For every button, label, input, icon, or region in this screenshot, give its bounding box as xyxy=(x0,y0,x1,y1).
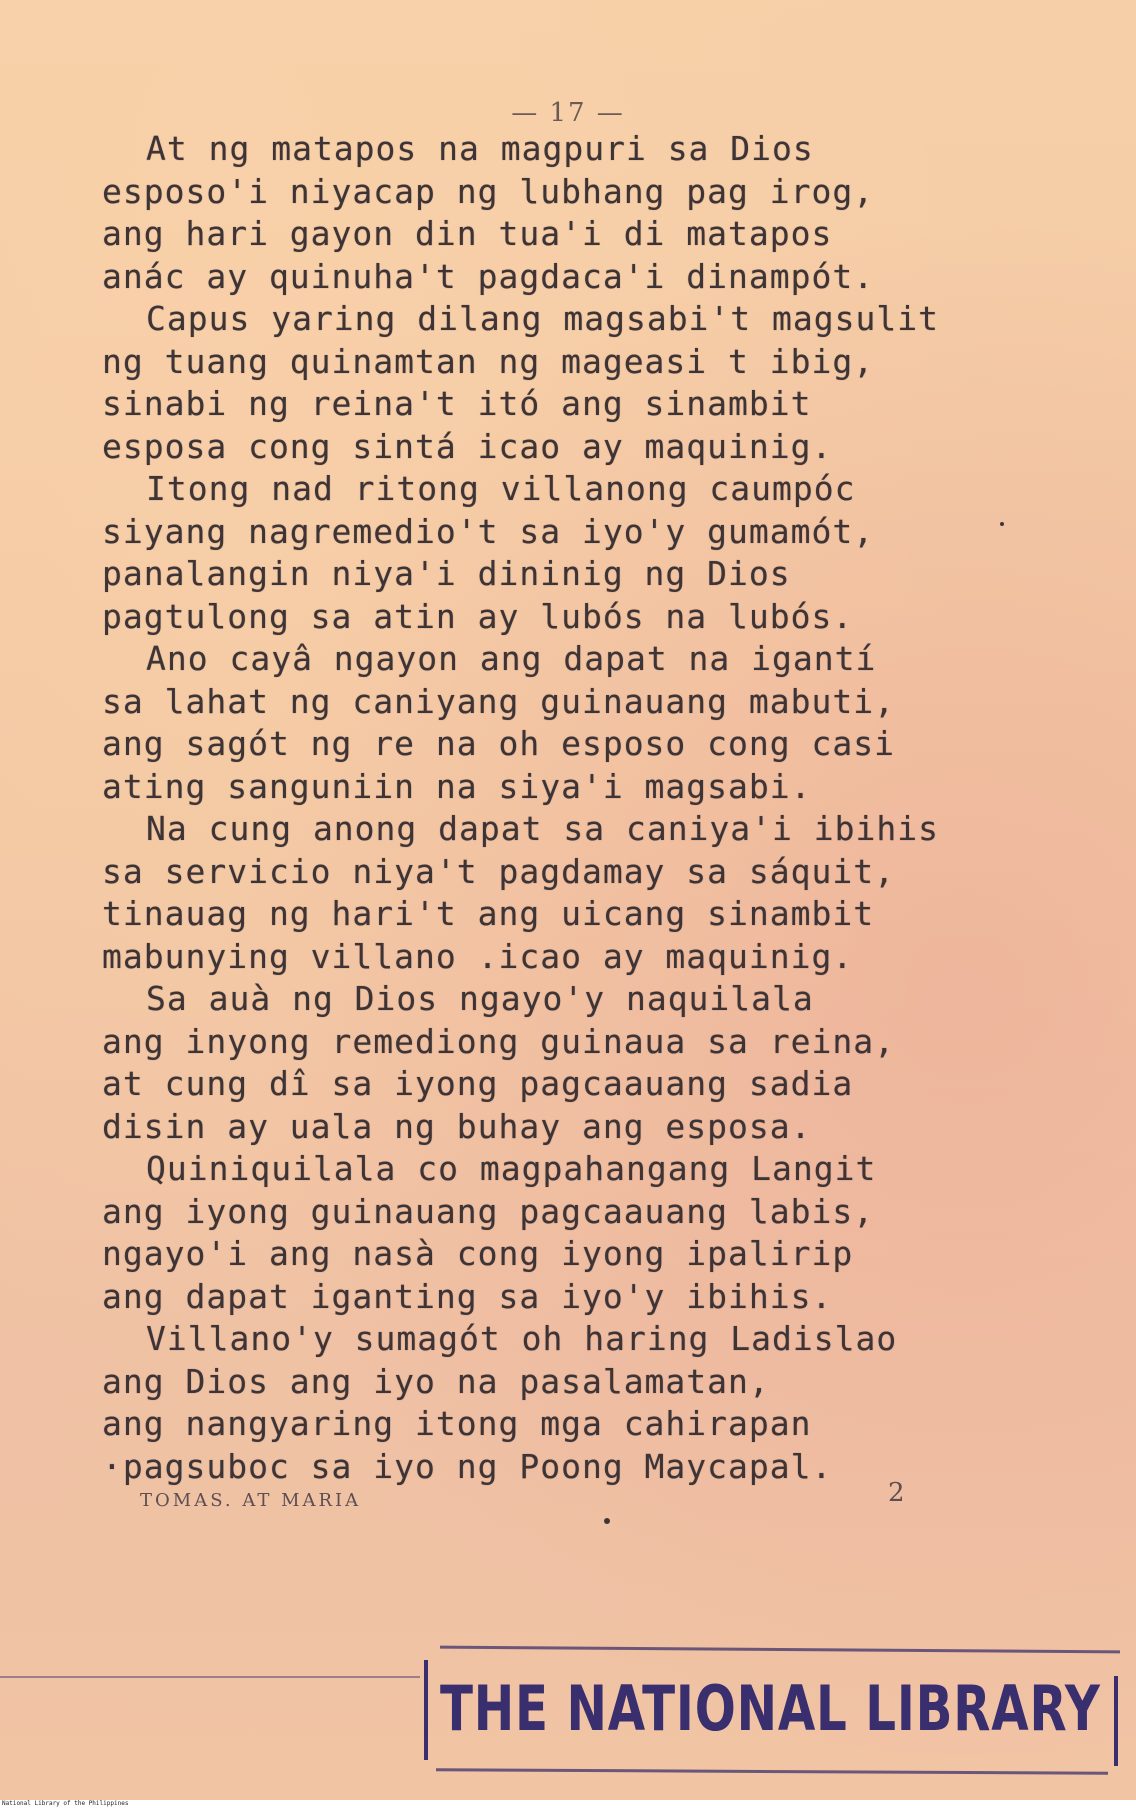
verse-line: pagtulong sa atin ay lubós na lubós. xyxy=(102,596,854,636)
credit-line: National Library of the Philippines xyxy=(2,1800,129,1807)
verse-line: disin ay uala ng buhay ang esposa. xyxy=(102,1106,812,1146)
verse-line: mabunying villano .icao ay maquinig. xyxy=(102,936,854,976)
verse-line: Capus yaring dilang magsabi't magsulit xyxy=(146,299,939,338)
verse-line: Na cung anong dapat sa caniya'i ibihis xyxy=(146,809,939,848)
ink-speck xyxy=(604,1518,610,1524)
page-number: — 17 — xyxy=(511,98,625,128)
verse-line: ang nangyaring itong mga cahirapan xyxy=(102,1404,812,1443)
verse-line: sinabi ng reina't itó ang sinambit xyxy=(102,384,812,423)
verse-line: esposo'i niyacap ng lubhang pag irog, xyxy=(102,171,875,211)
stanza-4 xyxy=(102,638,922,808)
verse-line: sa servicio niya't pagdamay sa sáquit, xyxy=(102,851,895,891)
verse-line: ang Dios ang iyo na pasalamatan, xyxy=(102,1361,770,1401)
verse-line: ngayo'i ang nasà cong iyong ipalirip xyxy=(102,1234,854,1273)
stanza-2 xyxy=(102,298,939,468)
verse-line: ang sagót ng re na oh esposo cong casi xyxy=(102,724,895,763)
verse-line: esposa cong sintá icao ay maquinig. xyxy=(102,426,833,466)
stamp-top-rule xyxy=(440,1646,1120,1654)
stamp-baseline-rule xyxy=(0,1676,420,1678)
verse-line: Villano'y sumagót oh haring Ladislao xyxy=(146,1319,898,1358)
verse-line: anác ay quinuha't pagdaca'i dinampót. xyxy=(102,256,875,296)
printer-signature: TOMAS. AT MARIA xyxy=(140,1490,362,1511)
verse-line: ang dapat iganting sa iyo'y ibihis. xyxy=(102,1276,833,1316)
verse-line: panalangin niya'i dininig ng Dios xyxy=(102,554,791,593)
stanza-1 xyxy=(102,128,922,298)
verse-line: ang iyong guinauang pagcaauang labis, xyxy=(102,1191,875,1231)
stamp-bottom-rule xyxy=(436,1768,1108,1775)
verse-line: siyang nagremedio't sa iyo'y gumamót, xyxy=(102,511,875,551)
verse-line: ang hari gayon din tua'i di matapos xyxy=(102,214,833,253)
verse-line: ating sanguniin na siya'i magsabi. xyxy=(102,766,812,806)
poem-text xyxy=(102,128,939,1488)
stanza-7 xyxy=(102,1148,922,1318)
stanza-3 xyxy=(102,468,922,638)
verse-line: Itong nad ritong villanong caumpóc xyxy=(146,469,856,508)
stanza-6 xyxy=(102,978,922,1148)
folio-number: 2 xyxy=(888,1478,905,1508)
verse-line: ng tuang quinamtan ng mageasi t ibig, xyxy=(102,341,875,381)
verse-line: At ng matapos na magpuri sa Dios xyxy=(146,129,814,168)
library-stamp: THE NATIONAL LIBRARY xyxy=(440,1672,1101,1745)
stanza-5 xyxy=(102,808,939,978)
verse-line: tinauag ng hari't ang uicang sinambit xyxy=(102,894,875,933)
stanza-8 xyxy=(102,1318,922,1488)
verse-line: at cung dî sa iyong pagcaauang sadia xyxy=(102,1064,854,1103)
verse-line: Ano cayâ ngayon ang dapat na igantí xyxy=(146,639,877,678)
verse-line: ang inyong remediong guinaua sa reina, xyxy=(102,1021,895,1061)
credit-strip xyxy=(0,1800,1136,1808)
verse-line: Quiniquilala co magpahangang Langit xyxy=(146,1149,877,1188)
stamp-right-bar xyxy=(1114,1676,1118,1766)
verse-line: sa lahat ng caniyang guinauang mabuti, xyxy=(102,681,895,721)
verse-line: ·pagsuboc sa iyo ng Poong Maycapal. xyxy=(102,1446,833,1486)
verse-line: Sa auà ng Dios ngayo'y naquilala xyxy=(146,979,814,1018)
ink-speck xyxy=(1000,522,1004,526)
stamp-left-bar xyxy=(424,1660,428,1760)
